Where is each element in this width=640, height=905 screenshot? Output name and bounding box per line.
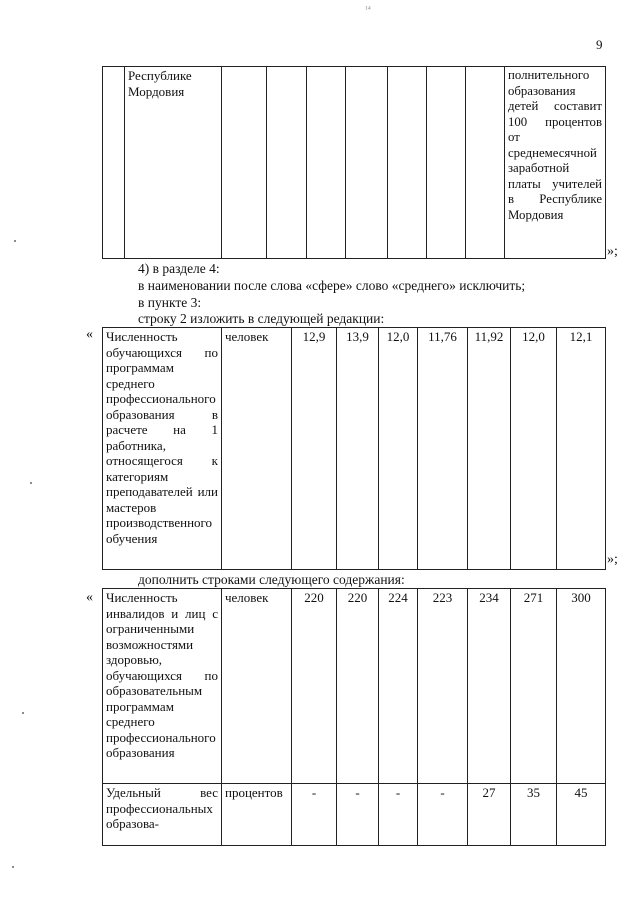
- value-cell: 12,0: [511, 328, 557, 570]
- blank-cell: [466, 67, 505, 259]
- value-cell: 11,76: [418, 328, 468, 570]
- new-rows-table: [102, 588, 606, 846]
- blank-cell: [222, 67, 267, 259]
- indicator-cell: Численность инвалидов и лиц с ограниченными возможностями здоровью, обучающихся по образовательным программам среднего профессионального образования: [103, 589, 222, 784]
- value-cell: 300: [557, 589, 606, 784]
- replacement-row-table: [102, 327, 606, 570]
- unit-cell: человек: [222, 589, 292, 784]
- value-cell: -: [418, 784, 468, 846]
- value-cell: -: [337, 784, 379, 846]
- unit-cell: процентов: [222, 784, 292, 846]
- scan-speck: [12, 866, 14, 868]
- value-cell: 223: [418, 589, 468, 784]
- value-cell: 12,1: [557, 328, 606, 570]
- value-cell: 234: [468, 589, 511, 784]
- value-cell: 220: [337, 589, 379, 784]
- value-cell: -: [292, 784, 337, 846]
- paragraph-row-2: строку 2 изложить в следующей редакции:: [138, 311, 385, 326]
- closing-quote: »;: [607, 552, 618, 567]
- blank-cell: [346, 67, 388, 259]
- indicator-cell: Удельный вес профессиональных образова-: [103, 784, 222, 846]
- blank-cell: [307, 67, 346, 259]
- value-cell: 35: [511, 784, 557, 846]
- blank-cell: [103, 67, 125, 259]
- indicator-cell: Численность обучающихся по программам среднего профессионального образования в расчете на 1 работника, относящегося к категориям преподавателей или мастеров производственного обучения: [103, 328, 222, 570]
- blank-cell: [267, 67, 307, 259]
- value-cell: 12,0: [379, 328, 418, 570]
- value-cell: 45: [557, 784, 606, 846]
- opening-quote: «: [86, 327, 93, 342]
- value-cell: 27: [468, 784, 511, 846]
- table-row: [103, 784, 606, 846]
- value-cell: -: [379, 784, 418, 846]
- value-cell: 11,92: [468, 328, 511, 570]
- blank-cell: [388, 67, 427, 259]
- top-mark: ¹⁴: [365, 4, 371, 14]
- value-cell: 224: [379, 589, 418, 784]
- paragraph-item-3: в пункте 3:: [138, 295, 202, 310]
- opening-quote: «: [86, 590, 93, 605]
- unit-cell: человек: [222, 328, 292, 570]
- table-row: [103, 589, 606, 784]
- paragraph-section-4: 4) в разделе 4:: [138, 261, 220, 276]
- region-cell: Республике Мордовия: [125, 67, 222, 259]
- value-cell: 13,9: [337, 328, 379, 570]
- value-cell: 220: [292, 589, 337, 784]
- scan-speck: [14, 240, 16, 242]
- closing-quote: »;: [607, 244, 618, 259]
- blank-cell: [427, 67, 466, 259]
- continuation-table: [102, 66, 606, 259]
- value-cell: 271: [511, 589, 557, 784]
- page-number: 9: [596, 37, 603, 52]
- paragraph-add-rows: дополнить строками следующего содержания:: [138, 572, 405, 587]
- value-cell: 12,9: [292, 328, 337, 570]
- paragraph-name-change: в наименовании после слова «сфере» слово «среднего» исключить;: [138, 278, 526, 293]
- note-cell: полнительного образования детей составит 100 процентов от среднемесячной заработной платы учителей в Республике Мордовия: [505, 67, 606, 259]
- scan-speck: [30, 482, 32, 484]
- scan-speck: [22, 712, 24, 714]
